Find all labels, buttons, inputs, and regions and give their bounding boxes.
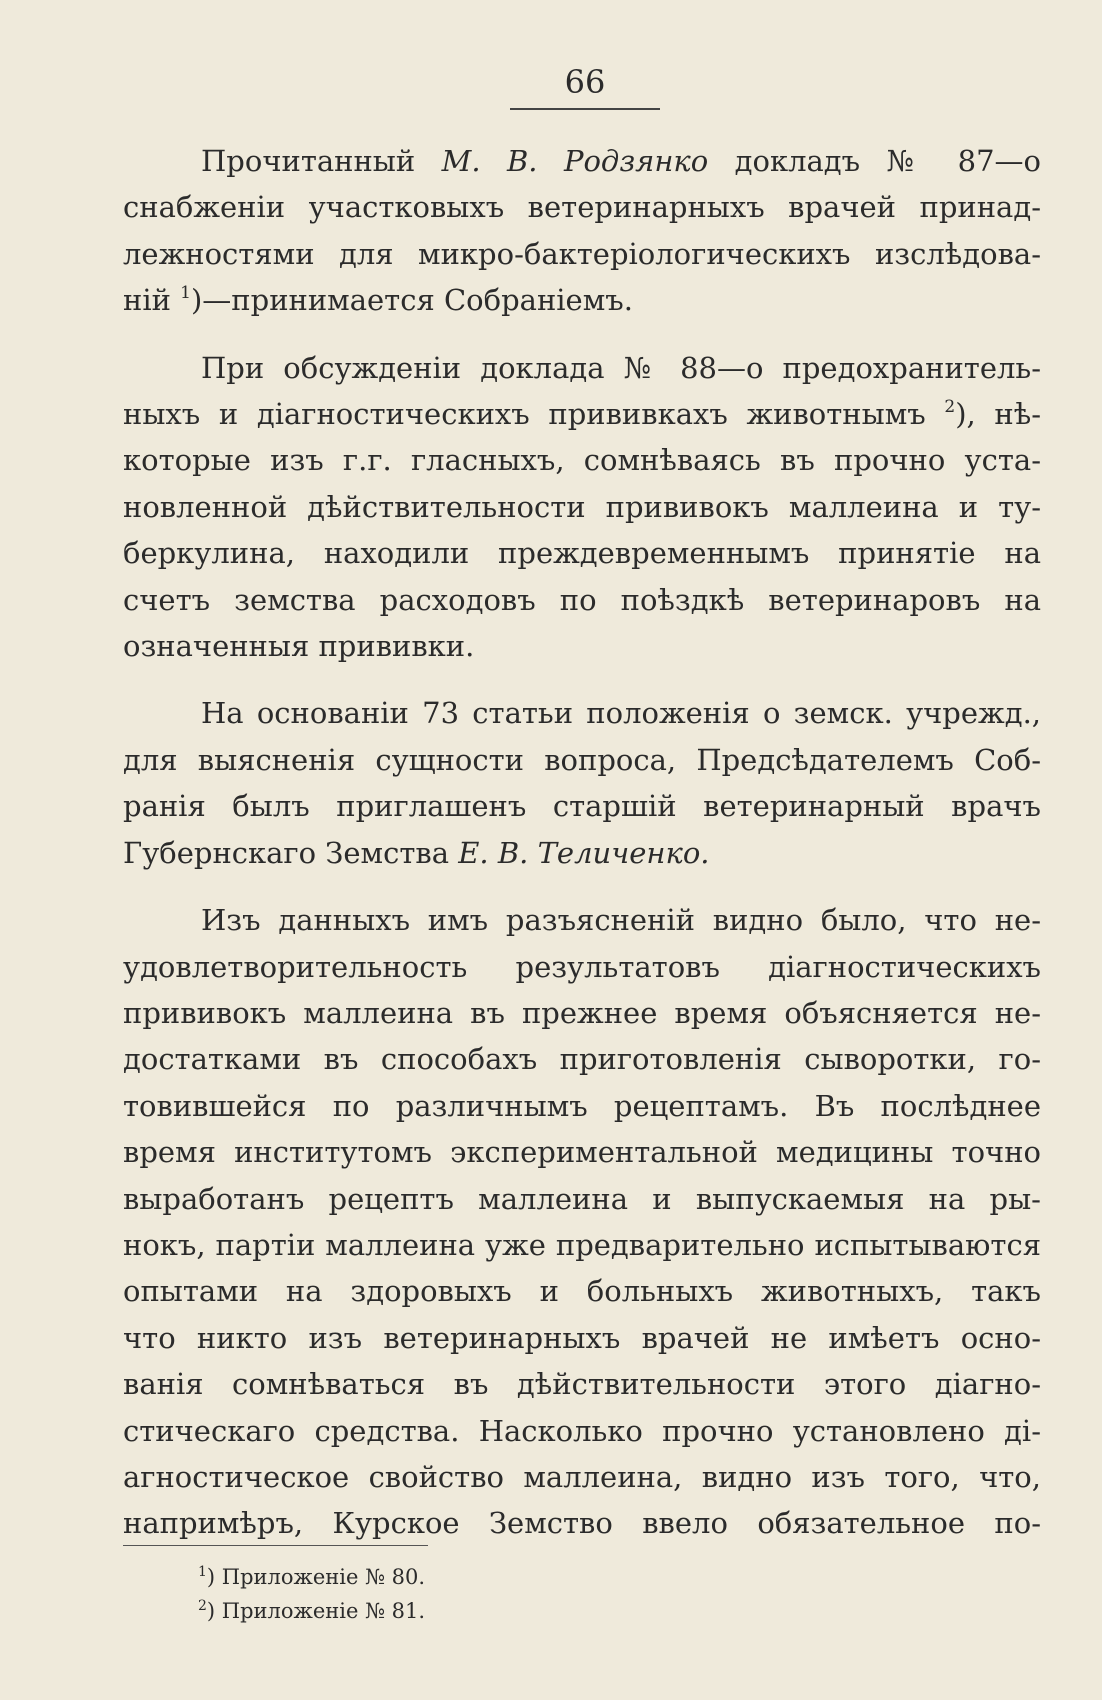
footnote-mark: 1 [198,1564,207,1580]
text-line: При обсужденіи доклада № 88—о предохранитель- [201,350,1041,385]
footnote-rule [123,1545,428,1546]
author-name: М. В. Родзянко [441,144,709,178]
text-line: время институтомъ экспериментальной медицины точно [123,1135,1041,1170]
text-line: ванія сомнѣваться въ дѣйствительности этого діагно- [123,1367,1041,1402]
footnote-mark: 2 [198,1598,207,1614]
text-line: что никто изъ ветеринарныхъ врачей не имѣетъ осно- [123,1320,1041,1355]
text-line: опытами на здоровыхъ и больныхъ животныхъ, такъ [123,1274,1041,1309]
text-line: означенныя прививки. [123,629,475,664]
text-line: беркулина, находили преждевременнымъ принятіе на [123,536,1041,571]
text-line: лежностями для микро-бактеріологическихъ изслѣдова- [123,236,1041,271]
paragraph [123,690,1041,876]
footnote-ref[interactable]: 2 [944,397,956,418]
footnote-ref[interactable]: 1 [180,283,191,304]
page-number-rule [510,108,660,110]
footnote [198,1560,425,1594]
text-line: ныхъ и діагностическихъ прививкахъ животнымъ $^2$), нѣ- [123,397,1041,432]
text-line: прививокъ маллеина въ прежнее время объясняется не- [123,995,1041,1030]
text-line: снабженіи участковыхъ ветеринарныхъ врачей принад- [123,190,1041,225]
text-line: которые изъ г.г. гласныхъ, сомнѣваясь въ прочно уста- [123,443,1041,478]
text-line: Губернскаго Земства Е. В. Теличенко. [123,835,710,870]
page-number: 66 [564,63,606,101]
person-name: Е. В. Теличенко. [458,835,710,870]
footnote [198,1594,425,1628]
paragraph [123,897,1041,1547]
text-line: удовлетворительность результатовъ діагностическихъ [123,949,1041,984]
text-line: Изъ данныхъ имъ разъясненій видно было, что не- [201,903,1041,938]
paragraph [123,345,1041,670]
text-line: счетъ земства расходовъ по поѣздкѣ ветеринаровъ на [123,582,1041,617]
text-line: достатками въ способахъ приготовленія сыворотки, го- [123,1042,1041,1077]
text-line: напримѣръ, Курское Земство ввело обязательное по- [123,1506,1041,1541]
text-line: новленной дѣйствительности прививокъ маллеина и ту- [123,489,1041,524]
paragraph [123,138,1041,324]
footnotes [198,1560,425,1628]
footnote-text: ) Приложеніе № 81. [206,1599,426,1623]
text-line: ній $^1$)—принимается Собраніемъ. [123,283,633,318]
text-line: агностическое свойство маллеина, видно изъ того, что, [123,1459,1041,1494]
footnote-text: ) Приложеніе № 80. [206,1565,426,1589]
body-text [123,138,1041,1568]
text-line: нокъ, партіи маллеина уже предварительно испытываются [123,1227,1041,1262]
text-line: ранія былъ приглашенъ старшій ветеринарный врачъ [123,789,1041,824]
text-line: для выясненія сущности вопроса, Предсѣдателемъ Соб- [123,742,1041,777]
text-line: На основаніи 73 статьи положенія о земск. учрежд., [201,696,1041,731]
text-line: товившейся по различнымъ рецептамъ. Въ послѣднее [123,1088,1041,1123]
text-line: Прочитанный М. В. Родзянко докладъ № 87—о [201,144,1041,178]
text-line: стическаго средства. Насколько прочно установлено ді- [123,1413,1041,1448]
text-line: выработанъ рецептъ маллеина и выпускаемыя на ры- [123,1181,1041,1216]
